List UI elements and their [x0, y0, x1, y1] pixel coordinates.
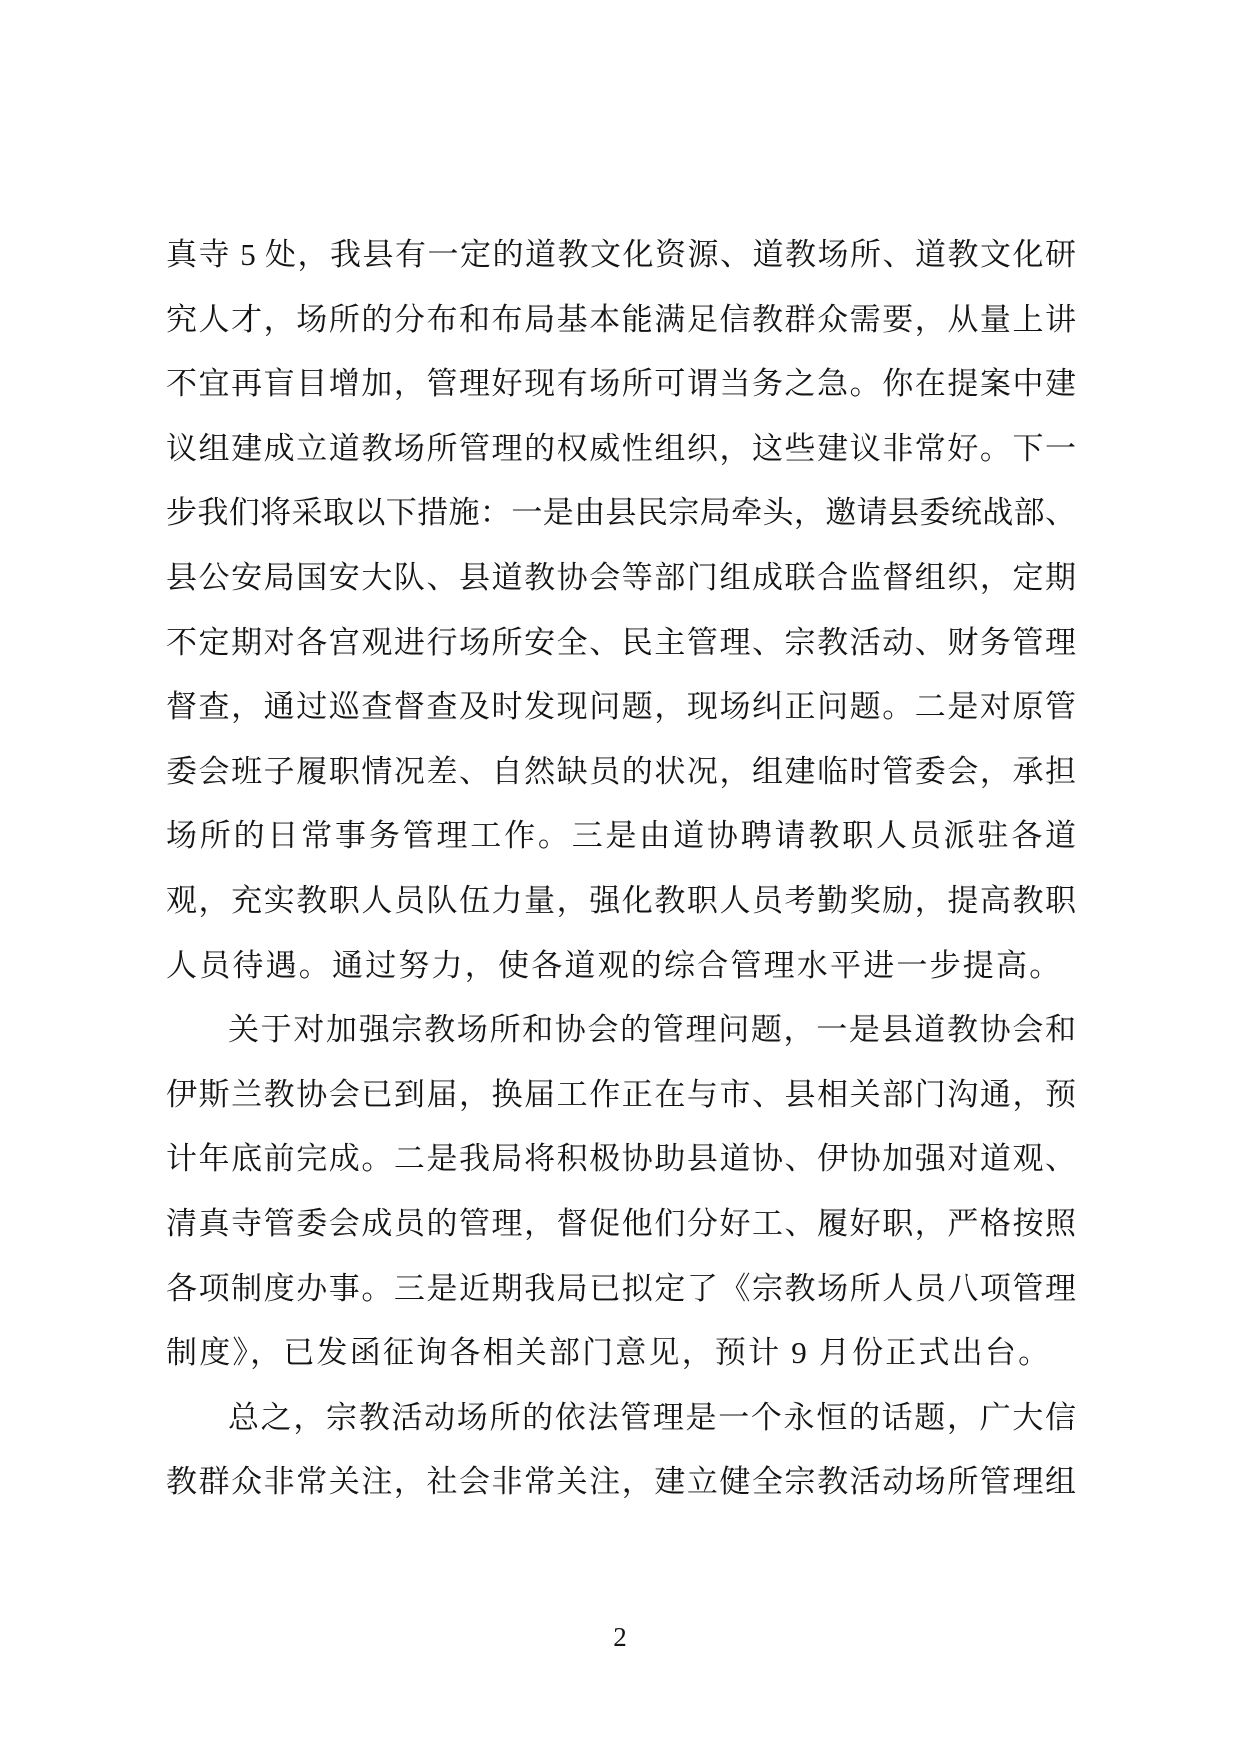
text-line: 观，充实教职人员队伍力量，强化教职人员考勤奖励，提高教职	[166, 882, 1076, 918]
document-body	[166, 223, 1076, 1515]
text-line: 各项制度办事。三是近期我局已拟定了《宗教场所人员八项管理	[166, 1270, 1076, 1306]
text-line: 不定期对各宫观进行场所安全、民主管理、宗教活动、财务管理	[166, 624, 1076, 660]
text-line paragraph-start: 总之，宗教活动场所的依法管理是一个永恒的话题，广大信	[228, 1399, 1076, 1435]
text-line: 究人才，场所的分布和布局基本能满足信教群众需要，从量上讲	[166, 301, 1076, 337]
text-line: 伊斯兰教协会已到届，换届工作正在与市、县相关部门沟通，预	[166, 1076, 1076, 1112]
text-line: 清真寺管委会成员的管理，督促他们分好工、履好职，严格按照	[166, 1205, 1076, 1241]
text-line paragraph-end: 人员待遇。通过努力，使各道观的综合管理水平进一步提高。	[166, 947, 1063, 983]
text-line: 真寺 5 处，我县有一定的道教文化资源、道教场所、道教文化研	[166, 237, 1076, 272]
text-line: 教群众非常关注，社会非常关注，建立健全宗教活动场所管理组	[166, 1464, 1076, 1500]
text-line paragraph-end: 制度》，已发函征询各相关部门意见，预计 9 月份正式出台。	[166, 1335, 1052, 1371]
text-line: 计年底前完成。二是我局将积极协助县道协、伊协加强对道观、	[166, 1141, 1076, 1177]
text-line: 步我们将采取以下措施：一是由县民宗局牵头，邀请县委统战部、	[166, 495, 1076, 531]
text-line: 督查，通过巡查督查及时发现问题，现场纠正问题。二是对原管	[166, 689, 1076, 725]
text-line: 县公安局国安大队、县道教协会等部门组成联合监督组织，定期	[166, 559, 1076, 595]
text-line: 场所的日常事务管理工作。三是由道协聘请教职人员派驻各道	[166, 818, 1076, 854]
text-line: 不宜再盲目增加，管理好现有场所可谓当务之急。你在提案中建	[166, 366, 1076, 402]
text-line paragraph-start: 关于对加强宗教场所和协会的管理问题，一是县道教协会和	[228, 1012, 1076, 1048]
text-line: 议组建成立道教场所管理的权威性组织，这些建议非常好。下一	[166, 430, 1076, 466]
text-line: 委会班子履职情况差、自然缺员的状况，组建临时管委会，承担	[166, 753, 1076, 789]
page-number: 2	[613, 1622, 627, 1652]
